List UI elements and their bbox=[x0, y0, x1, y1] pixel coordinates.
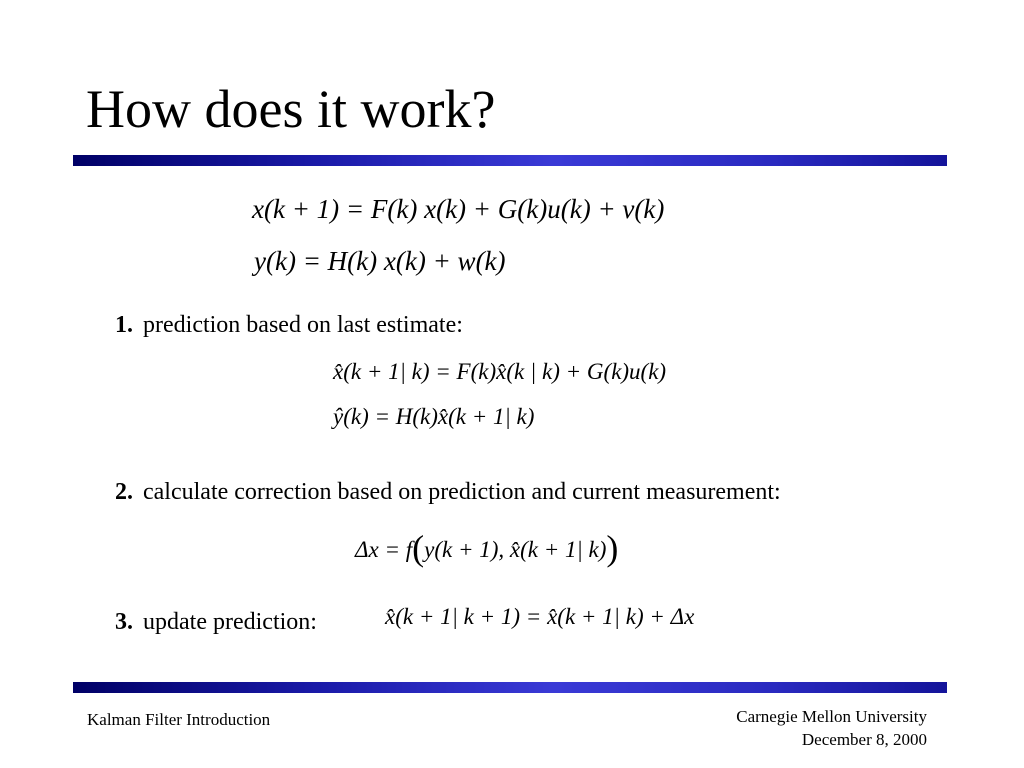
step-number: 1. bbox=[115, 312, 133, 338]
state-equation: x(k + 1) = F(k) x(k) + G(k)u(k) + v(k) bbox=[252, 194, 665, 224]
output-equation: y(k) = H(k) x(k) + w(k) bbox=[254, 246, 506, 276]
right-paren: ) bbox=[606, 528, 619, 568]
step-text: calculate correction based on prediction and current measurement: bbox=[143, 479, 781, 505]
step-text: prediction based on last estimate: bbox=[143, 312, 463, 338]
footer-date: December 8, 2000 bbox=[801, 729, 927, 749]
prediction-output-equation: ŷ(k) = H(k)x̂(k + 1| k) bbox=[333, 404, 535, 429]
footer-divider bbox=[73, 682, 947, 693]
slide-title: How does it work? bbox=[86, 79, 496, 139]
left-paren: ( bbox=[412, 528, 425, 568]
step-number: 2. bbox=[115, 479, 133, 505]
step-3 bbox=[115, 610, 317, 634]
correction-lhs: Δx = f bbox=[355, 537, 413, 562]
correction-args: y(k + 1), x̂(k + 1| k) bbox=[424, 537, 607, 562]
title-divider bbox=[73, 155, 947, 166]
step-2 bbox=[115, 480, 781, 504]
step-1 bbox=[115, 313, 463, 337]
update-equation: x̂(k + 1| k + 1) = x̂(k + 1| k) + Δx bbox=[385, 604, 695, 629]
step-number: 3. bbox=[115, 609, 133, 635]
correction-equation bbox=[355, 530, 618, 566]
footer-affiliation bbox=[736, 706, 927, 752]
footer-university: Carnegie Mellon University bbox=[736, 707, 927, 726]
prediction-state-equation: x̂(k + 1| k) = F(k)x̂(k | k) + G(k)u(k) bbox=[333, 359, 667, 384]
step-text: update prediction: bbox=[143, 609, 317, 635]
footer-title: Kalman Filter Introduction bbox=[87, 710, 271, 729]
